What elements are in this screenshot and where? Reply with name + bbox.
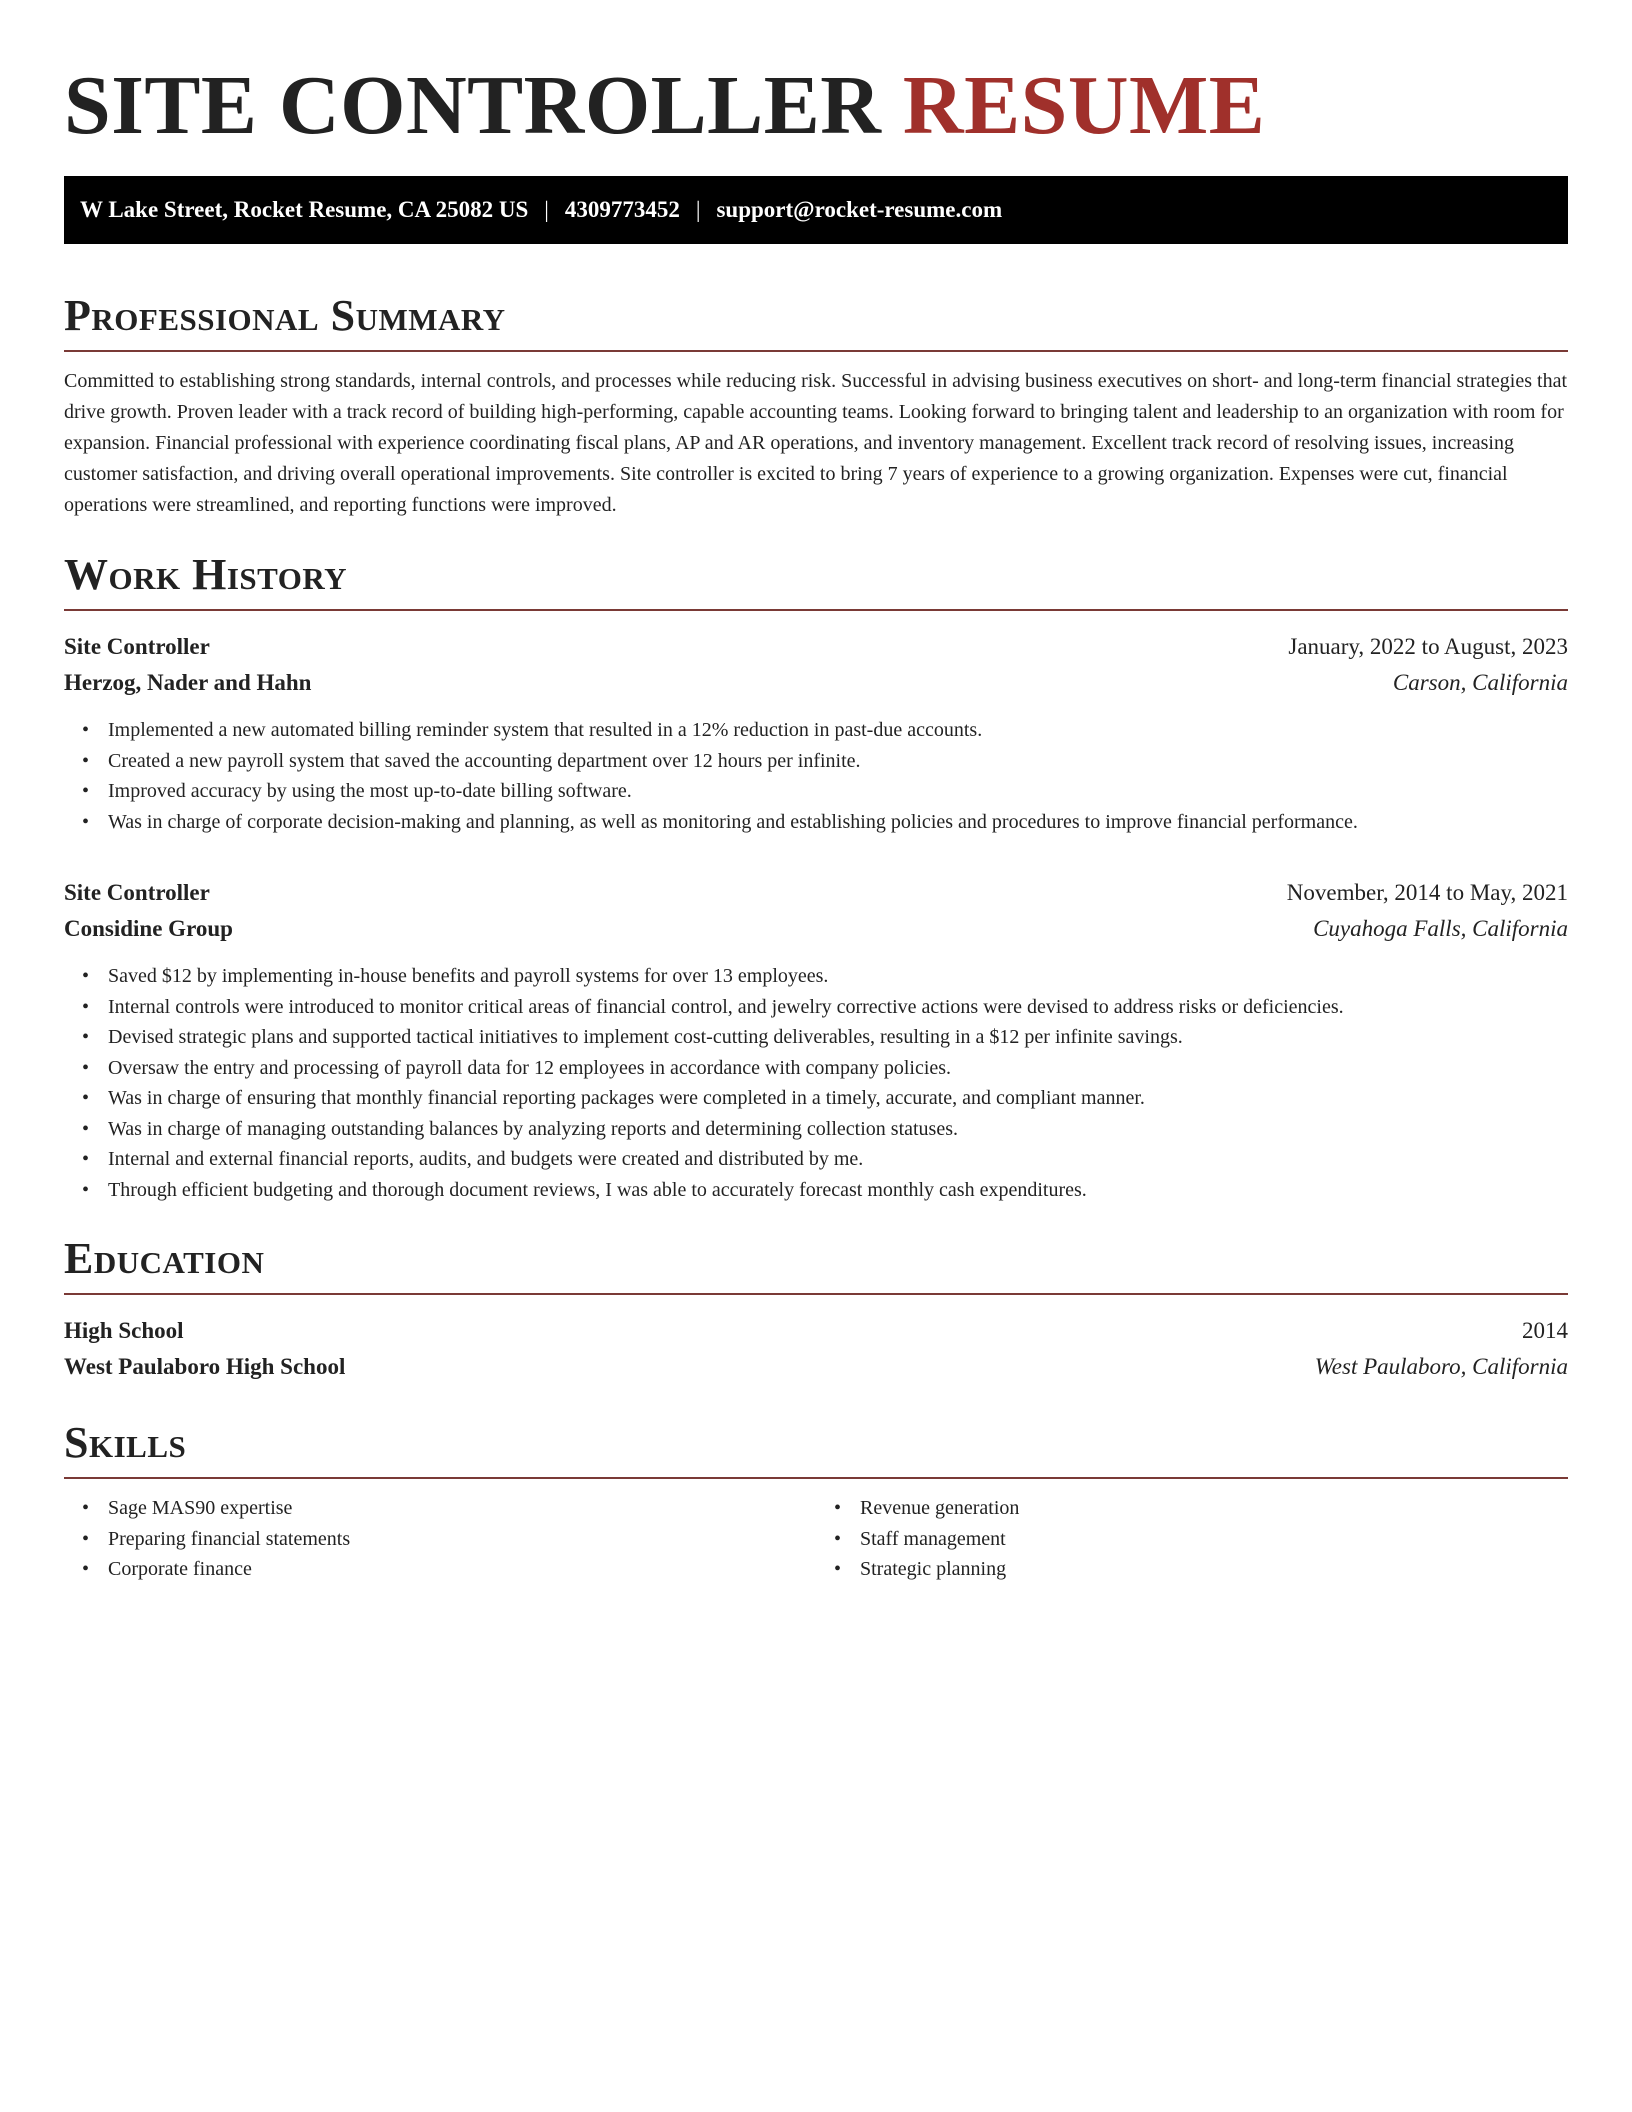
job-company: Herzog, Nader and Hahn — [64, 670, 312, 695]
list-item: • Was in charge of ensuring that monthly financial reporting packages were completed in a timely, accurate, and compliant manner. — [108, 1083, 1568, 1114]
skill-item: • Revenue generation — [860, 1493, 1568, 1524]
contact-separator: | — [544, 197, 549, 222]
job-entry — [64, 629, 1568, 837]
job-dates: November, 2014 to May, 2021 — [1286, 880, 1568, 905]
summary-section — [64, 288, 1568, 521]
section-divider — [64, 1293, 1568, 1295]
education-year: 2014 — [1522, 1318, 1568, 1343]
title-main: SITE CONTROLLER — [64, 59, 882, 152]
list-item: • Internal and external financial reports, audits, and budgets were created and distributed by me. — [108, 1144, 1568, 1175]
contact-bar — [64, 176, 1568, 244]
list-item: • Oversaw the entry and processing of payroll data for 12 employees in accordance with company policies. — [108, 1053, 1568, 1084]
page-title — [64, 56, 1568, 156]
work-history-heading: Work History — [64, 550, 348, 599]
job-bullets — [64, 715, 1568, 837]
job-title: Site Controller — [64, 880, 210, 905]
skills-list-left — [64, 1493, 816, 1585]
contact-email: support@rocket-resume.com — [716, 197, 1003, 222]
education-school: West Paulaboro High School — [64, 1354, 346, 1379]
skills-section — [64, 1415, 1568, 1585]
contact-address: W Lake Street, Rocket Resume, CA 25082 US — [80, 197, 529, 222]
job-title-row — [64, 875, 1568, 911]
list-item: • Implemented a new automated billing reminder system that resulted in a 12% reduction in past-due accounts. — [108, 715, 1568, 746]
list-item: • Was in charge of managing outstanding balances by analyzing reports and determining collection statuses. — [108, 1114, 1568, 1145]
contact-separator: | — [695, 197, 701, 222]
skill-item: • Preparing financial statements — [108, 1524, 816, 1555]
job-company-row — [64, 911, 1568, 947]
education-degree: High School — [64, 1318, 184, 1343]
title-accent: RESUME — [902, 59, 1266, 152]
list-item: • Was in charge of corporate decision-making and planning, as well as monitoring and establishing policies and procedures to improve financial performance. — [108, 807, 1568, 838]
list-item: • Devised strategic plans and supported tactical initiatives to implement cost-cutting deliverables, resulting in a $12 per infinite savings. — [108, 1022, 1568, 1053]
list-item: • Through efficient budgeting and thorough document reviews, I was able to accurately forecast monthly cash expenditures. — [108, 1175, 1568, 1206]
job-entry — [64, 875, 1568, 1205]
job-company-row — [64, 665, 1568, 701]
job-company: Considine Group — [64, 916, 233, 941]
skill-item: • Corporate finance — [108, 1554, 816, 1585]
education-school-row — [64, 1349, 1568, 1385]
list-item: • Created a new payroll system that saved the accounting department over 12 hours per infinite. — [108, 746, 1568, 777]
education-entry — [64, 1313, 1568, 1385]
education-section — [64, 1231, 1568, 1385]
education-heading: Education — [64, 1234, 265, 1283]
job-title: Site Controller — [64, 634, 210, 659]
work-history-section — [64, 547, 1568, 1205]
summary-heading: Professional Summary — [64, 291, 506, 340]
skills-list-right — [816, 1493, 1568, 1585]
job-location: Carson, California — [1392, 670, 1568, 695]
contact-phone: 4309773452 — [564, 197, 680, 222]
section-divider — [64, 609, 1568, 611]
job-bullets — [64, 961, 1568, 1205]
job-dates: January, 2022 to August, 2023 — [1288, 634, 1568, 659]
skill-item: • Strategic planning — [860, 1554, 1568, 1585]
job-location: Cuyahoga Falls, California — [1313, 916, 1568, 941]
section-divider — [64, 1477, 1568, 1479]
list-item: • Saved $12 by implementing in-house benefits and payroll systems for over 13 employees. — [108, 961, 1568, 992]
list-item: • Internal controls were introduced to monitor critical areas of financial control, and jewelry corrective actions were devised to address risks or deficiencies. — [108, 992, 1568, 1023]
job-title-row — [64, 629, 1568, 665]
skills-heading: Skills — [64, 1418, 187, 1467]
skills-grid — [64, 1493, 1568, 1585]
list-item: • Improved accuracy by using the most up-to-date billing software. — [108, 776, 1568, 807]
skill-item: • Sage MAS90 expertise — [108, 1493, 816, 1524]
section-divider — [64, 350, 1568, 352]
skill-item: • Staff management — [860, 1524, 1568, 1555]
summary-text: Committed to establishing strong standards, internal controls, and processes while reducing risk. Successful in advising business executives on short- and long-term financial strategies that drive growth. Proven leader with a track record of building high-performing, capable accounting teams. Looking forward to bringing talent and leadership to an organization with room for expansion. Financial professional with experience coordinating fiscal plans, AP and AR operations, and inventory management. Excellent track record of resolving issues, increasing customer satisfaction, and driving overall operational improvements. Site controller is excited to bring 7 years of experience to a growing organization. Expenses were cut, financial operations were streamlined, and reporting functions were improved. — [64, 370, 1568, 516]
education-location: West Paulaboro, California — [1314, 1354, 1568, 1379]
education-degree-row — [64, 1313, 1568, 1349]
